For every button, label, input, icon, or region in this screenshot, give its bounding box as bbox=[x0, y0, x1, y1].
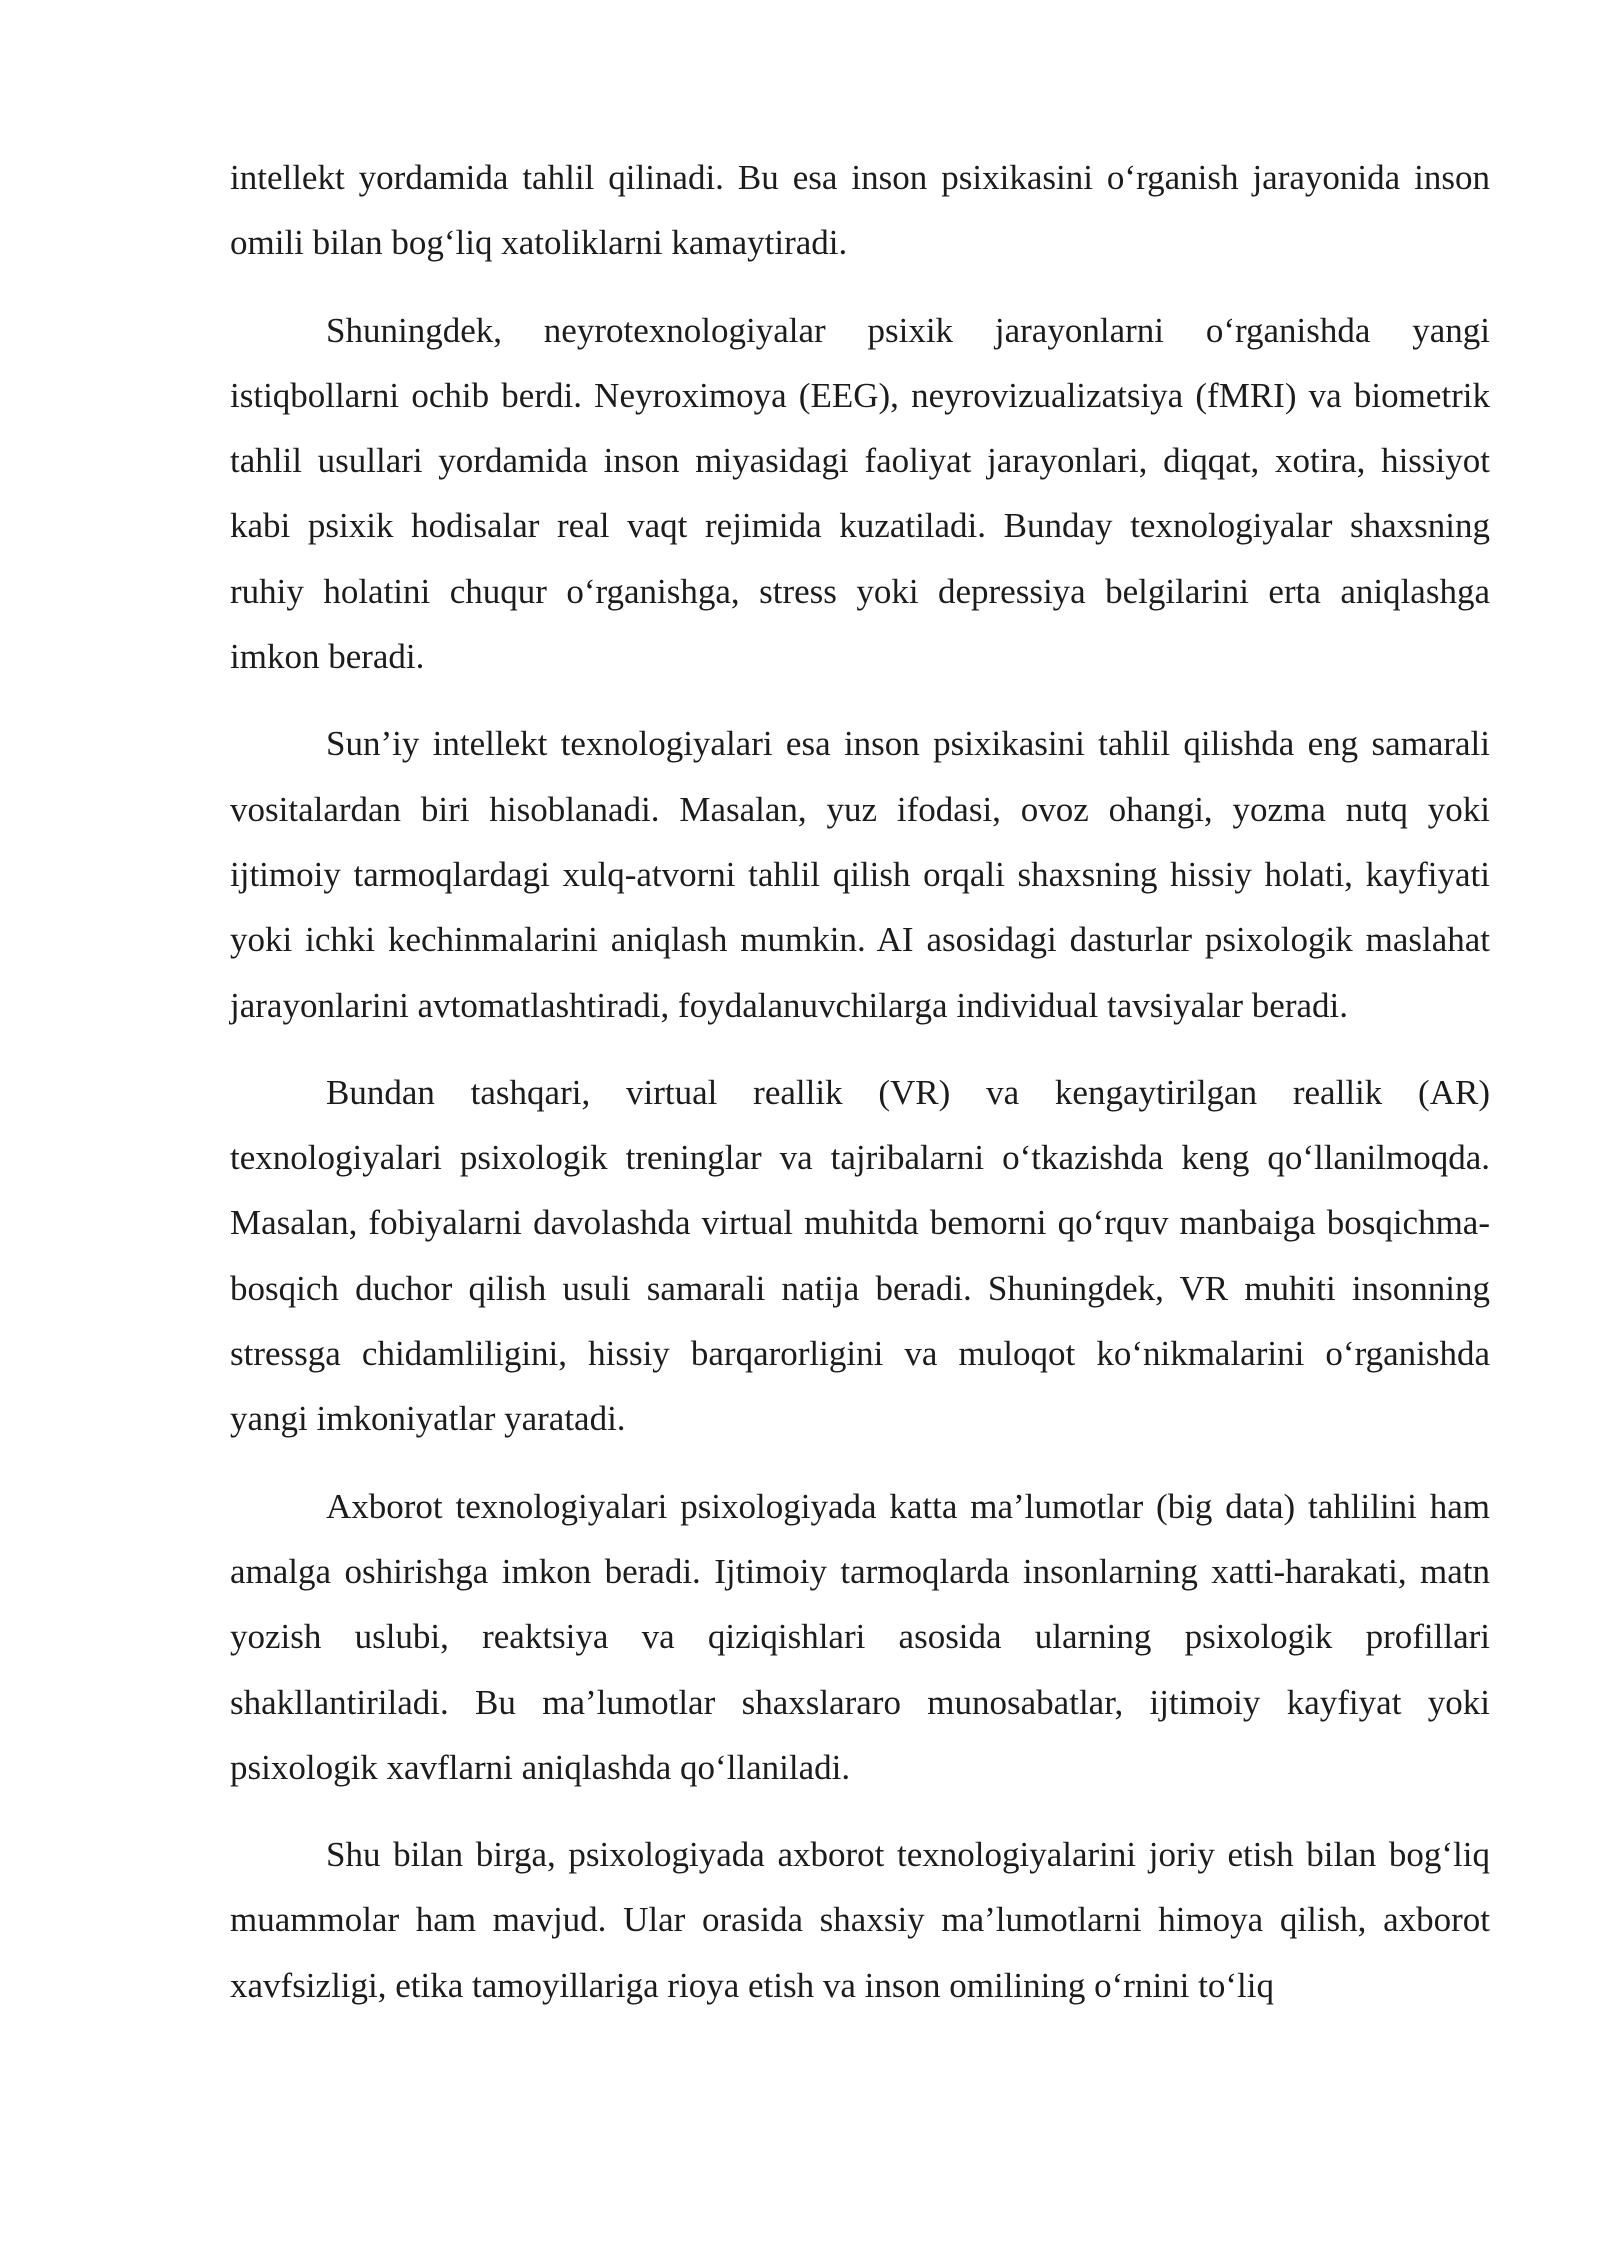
paragraph-problems: Shu bilan birga, psixologiyada axborot texnologiyalarini joriy etish bilan bog‘liq muammolar ham mavjud. Ular orasida shaxsiy ma’lumotlarni himoya qilish, axborot xavfsizligi, etika tamoyillariga rioya etish va inson omilining o‘rnini to‘liq bbox=[230, 1835, 1490, 2005]
paragraph-continued: intellekt yordamida tahlil qilinadi. Bu esa inson psixikasini o‘rganish jarayonida inson omili bilan bog‘liq xatoliklarni kamaytiradi. bbox=[230, 158, 1490, 263]
document-body bbox=[230, 145, 1490, 2040]
paragraph-big-data: Axborot texnologiyalari psixologiyada katta ma’lumotlar (big data) tahlilini ham amalga oshirishga imkon beradi. Ijtimoiy tarmoqlarda insonlarning xatti-harakati, matn yozish uslubi, reaktsiya va qiziqishlari asosida ularning psixologik profillari shakllantiriladi. Bu ma’lumotlar shaxslararo munosabatlar, ijtimoiy kayfiyat yoki psixologik xavflarni aniqlashda qo‘llaniladi. bbox=[230, 1486, 1490, 1787]
paragraph-neurotechnologies: Shuningdek, neyrotexnologiyalar psixik jarayonlarni o‘rganishda yangi istiqbollarni ochib berdi. Neyroximoya (EEG), neyrovizualizatsiya (fMRI) va biometrik tahlil usullari yordamida inson miyasidagi faoliyat jarayonlari, diqqat, xotira, hissiyot kabi psixik hodisalar real vaqt rejimida kuzatiladi. Bunday texnologiyalar shaxsning ruhiy holatini chuqur o‘rganishga, stress yoki depressiya belgilarini erta aniqlashga imkon beradi. bbox=[230, 310, 1490, 677]
paragraph-virtual-reality: Bundan tashqari, virtual reallik (VR) va kengaytirilgan reallik (AR) texnologiyalari psixologik treninglar va tajribalarni o‘tkazishda keng qo‘llanilmoqda. Masalan, fobiyalarni davolashda virtual muhitda bemorni qo‘rquv manbaiga bosqichma-bosqich duchor qilish usuli samarali natija beradi. Shuningdek, VR muhiti insonning stressga chidamliligini, hissiy barqarorligini va muloqot ko‘nikmalarini o‘rganishda yangi imkoniyatlar yaratadi. bbox=[230, 1072, 1490, 1439]
paragraph-artificial-intelligence: Sun’iy intellekt texnologiyalari esa inson psixikasini tahlil qilishda eng samarali vositalardan biri hisoblanadi. Masalan, yuz ifodasi, ovoz ohangi, yozma nutq yoki ijtimoiy tarmoqlardagi xulq-atvorni tahlil qilish orqali shaxsning hissiy holati, kayfiyati yoki ichki kechinmalarini aniqlash mumkin. AI asosidagi dasturlar psixologik maslahat jarayonlarini avtomatlashtiradi, foydalanuvchilarga individual tavsiyalar beradi. bbox=[230, 724, 1490, 1025]
